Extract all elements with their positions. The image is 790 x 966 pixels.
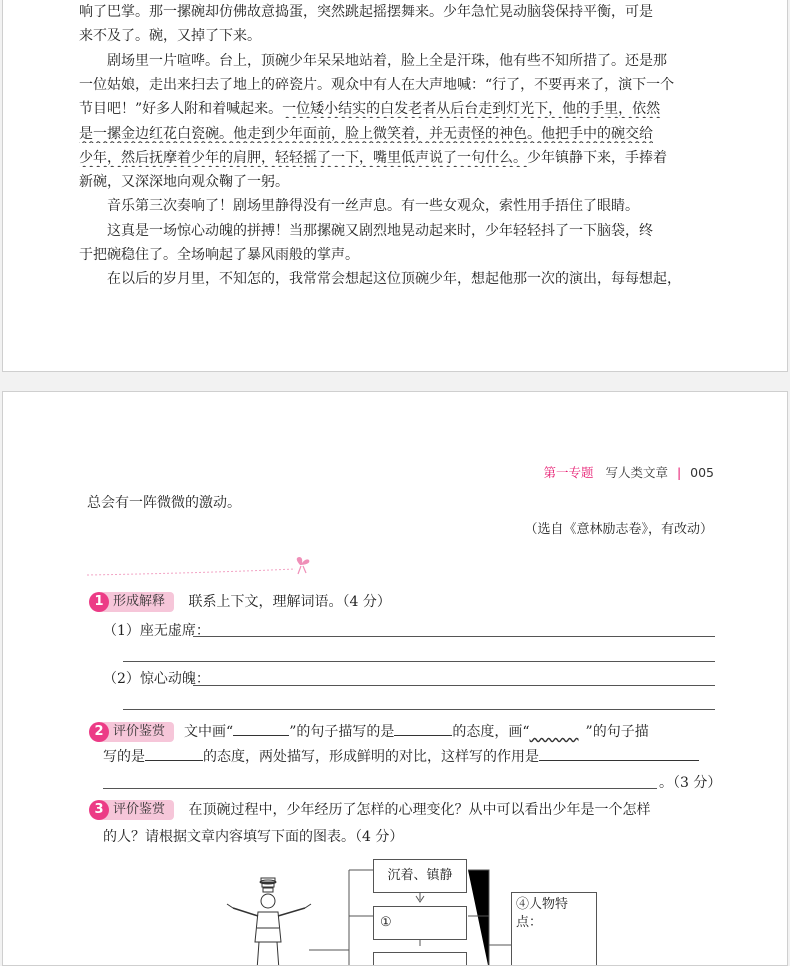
q1-answer-line-1b[interactable] (123, 661, 715, 662)
diagram-box-2[interactable] (373, 952, 467, 966)
passage-line-text: 剧场里一片喧哗。台上，顶碗少年呆呆地站着，脸上全是汗珠，他有些不知所措了。还是那 (107, 52, 667, 69)
passage-ending: 总会有一阵微微的激动。 (87, 495, 241, 511)
passage-line-text: 这真是一场惊心动魄的拼搏！当那摞碗又剧烈地晃动起来时，少年轻轻抖了一下脑袋，终 (107, 222, 653, 239)
question-1 (89, 591, 719, 613)
q2-score: 。（3 分） (659, 775, 722, 791)
page-header (543, 463, 714, 481)
passage-line-text: 在以后的岁月里，不知怎的，我常常会想起这位顶碗少年，想起他那一次的演出，每每想起， (107, 271, 681, 288)
question-3 (89, 799, 719, 821)
passage-line-tail: 少年镇静下来，手捧着 (527, 149, 667, 166)
passage-line-text: 新碗，又深深地向观众鞠了一躬。 (79, 174, 289, 191)
passage-line-text: 是一摞金边红花白瓷碗。他走到少年面前，脸上微笑着，并无责怪的神色。他把手中的碗交给 (79, 125, 653, 142)
q1-item-1: （1）座无虚席： (103, 623, 210, 639)
q3-number: 3 (89, 800, 109, 820)
passage-line (79, 76, 713, 94)
q2-text-f: 的态度，两处描写，形成鲜明的对比，这样写的作用是 (203, 749, 539, 765)
diagram-box-1[interactable]: ① (373, 906, 467, 940)
page-number: 005 (690, 465, 714, 480)
page-bottom (2, 391, 788, 966)
q2-text-c: 的态度，画“ (452, 724, 530, 740)
passage-wavy-text: 一位矮小结实的白发老者从后台走到灯光下，他的手里，依然 (282, 101, 661, 118)
q1-prompt: 联系上下文，理解词语。（4 分） (188, 594, 391, 610)
q2-text-d: ”的句子描 (585, 724, 649, 740)
source-note: （选自《意林励志卷》，有改动） (524, 522, 713, 537)
passage-line (107, 52, 713, 70)
q2-blank-2[interactable] (145, 746, 203, 761)
passage-line (79, 246, 713, 264)
q2-text-b: ”的句子描写的是 (289, 724, 395, 740)
passage-line (79, 125, 713, 143)
diagram-box-calm: 沉着、镇静 (373, 859, 467, 893)
q1-answer-line-1a[interactable] (193, 636, 715, 637)
q2-number: 2 (89, 722, 109, 742)
passage-line-text: 音乐第三次奏响了！剧场里静得没有一丝声息。有一些女观众，索性用手捂住了眼睛。 (107, 198, 639, 215)
diagram-box-trait[interactable]: ④人物特点： (511, 892, 597, 966)
passage-line-text: 于把碗稳住了。全场响起了暴风雨般的掌声。 (79, 247, 359, 263)
passage-line (107, 270, 713, 288)
q1-answer-line-2a[interactable] (193, 685, 715, 686)
passage-line-text: 少年，然后抚摩着少年的肩胛，轻轻摇了一下，嘴里低声说了一句什么。 (79, 149, 527, 166)
header-divider: | (676, 465, 682, 480)
q2-blank-3[interactable] (539, 746, 699, 761)
passage-line (79, 100, 713, 118)
q3-badge (89, 799, 174, 821)
q2-tag: 评价鉴赏 (101, 722, 174, 742)
passage-line (107, 197, 713, 215)
q3-line-1: 在顶碗过程中，少年经历了怎样的心理变化？从中可以看出少年是一个怎样 (188, 802, 651, 818)
q2-badge (89, 721, 174, 743)
passage-line (79, 27, 713, 45)
passage-line (107, 222, 713, 240)
q2-blank-wavy-line[interactable] (530, 721, 586, 735)
header-topic: 第一专题 (543, 465, 594, 480)
passage-line (79, 149, 713, 167)
q2-answer-line[interactable] (103, 788, 657, 789)
question-2 (89, 721, 719, 743)
q1-badge (89, 591, 174, 613)
passage-line-text: 节目吧！”好多人附和着喊起来。 (79, 101, 283, 118)
q2-blank-straight-line[interactable] (233, 721, 289, 736)
header-subtitle: 写人类文章 (605, 465, 668, 480)
passage-line (79, 173, 713, 191)
passage-line-text: 一位姑娘，走出来扫去了地上的碎瓷片。观众中有人在大声地喊：“行了，不要再来了，演下一个 (79, 76, 675, 93)
q1-item-2: （2）惊心动魄： (103, 671, 210, 687)
passage-line-text: 来不及了。碗，又掉了下来。 (79, 28, 261, 45)
question-2-line-2 (103, 746, 717, 768)
passage-line-text: 响了巴掌。那一摞碗却仿佛故意捣蛋，突然跳起摇摆舞来。少年急忙晃动脑袋保持平衡，可是 (79, 4, 653, 20)
passage-line (79, 3, 713, 21)
q2-blank-1[interactable] (394, 721, 452, 736)
q2-text-a: 文中画“ (184, 724, 234, 740)
q1-answer-line-2b[interactable] (123, 709, 715, 710)
q3-line-2: 的人？请根据文章内容填写下面的图表。（4 分） (103, 829, 404, 845)
page-top (2, 0, 788, 372)
q3-tag: 评价鉴赏 (101, 800, 174, 820)
q2-text-e: 写的是 (103, 749, 145, 765)
q1-number: 1 (89, 592, 109, 612)
q1-tag: 形成解释 (101, 592, 174, 612)
ribbon-decoration-icon (85, 557, 325, 579)
